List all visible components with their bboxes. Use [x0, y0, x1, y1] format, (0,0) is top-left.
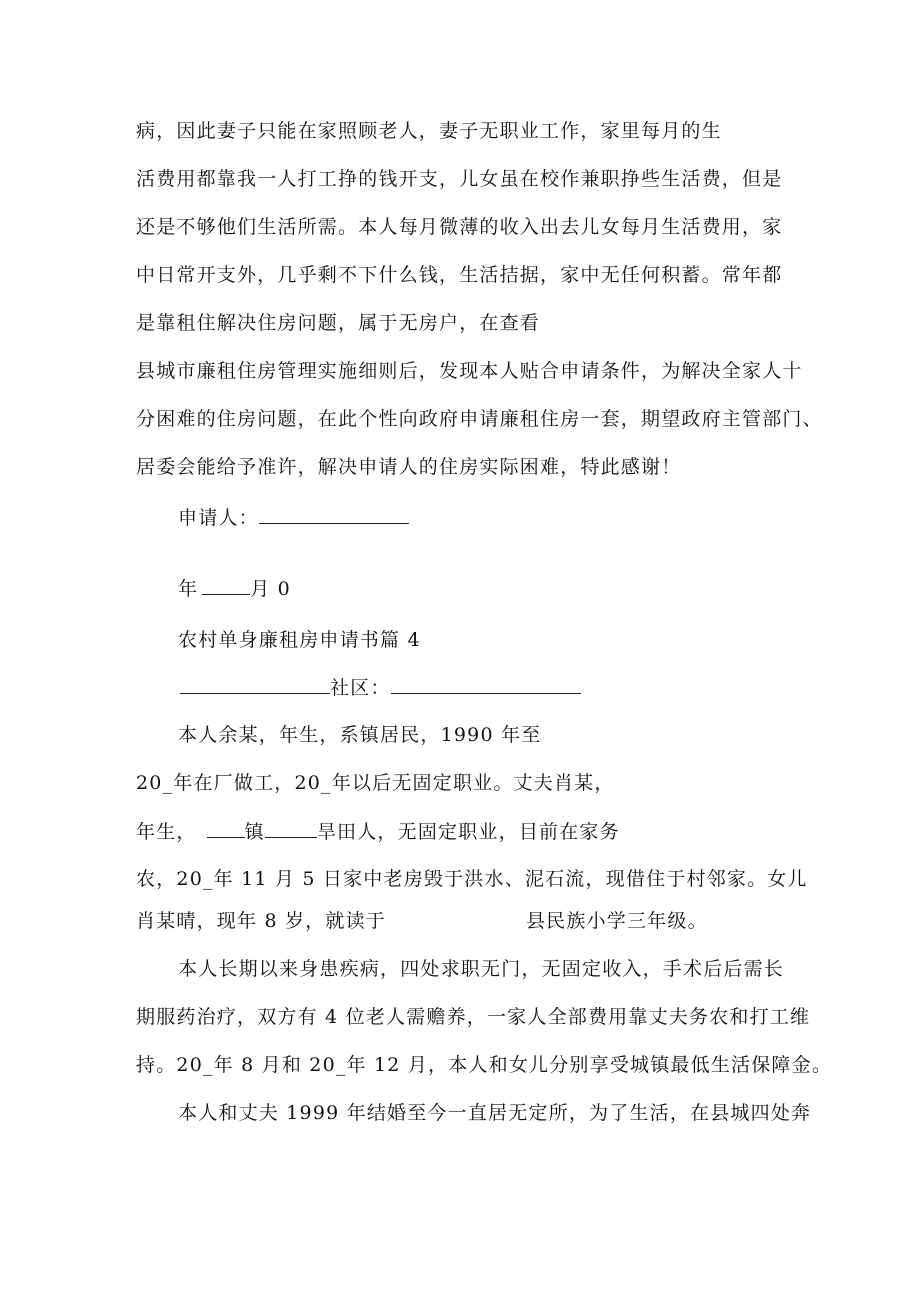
month-blank [202, 576, 250, 595]
applicant-blank [259, 505, 409, 524]
paragraph-line: 活费用都靠我一人打工挣的钱开支，儿女虽在校作兼职挣些生活费，但是 [136, 168, 783, 190]
school-line [136, 909, 708, 933]
town-blank-1 [207, 819, 245, 838]
paragraph-line: 居委会能给予准许，解决申请人的住房实际困难，特此感谢！ [136, 456, 682, 478]
paragraph-line: 农，20_年 11 月 5 日家中老房毁于洪水、泥石流，现借住于村邻家。女儿 [136, 868, 808, 890]
paragraph-line: 是靠租住解决住房问题，属于无房户，在查看 [136, 312, 541, 334]
paragraph-line: 分困难的住房问题，在此个性向政府申请廉租住房一套，期望政府主管部门、 [136, 408, 823, 430]
paragraph-line: 病，因此妻子只能在家照顾老人，妻子无职业工作，家里每月的生 [136, 120, 722, 142]
community-blank [391, 675, 581, 694]
paragraph-line: 本人和丈夫 1999 年结婚至今一直居无定所，为了生活，在县城四处奔 [178, 1102, 812, 1124]
school-text-a: 肖某晴，现年 8 岁，就读于 [136, 910, 386, 932]
community-label: 社区： [330, 677, 391, 699]
paragraph-line: 期服药治疗，双方有 4 位老人需赡养，一家人全部费用靠丈夫务农和打工维 [136, 1006, 811, 1028]
street-blank [180, 675, 330, 694]
paragraph-line: 本人长期以来身患疾病，四处求职无门，无固定收入，手术后后需长 [178, 958, 785, 980]
section-title: 农村单身廉租房申请书篇 4 [178, 629, 421, 651]
date-line [178, 576, 291, 601]
town-text-c: 旱田人，无固定职业，目前在家务 [316, 821, 620, 843]
school-text-b: 县民族小学三年级。 [525, 910, 708, 932]
town-text-b: 镇 [244, 821, 265, 843]
paragraph-line: 20_年在厂做工，20_年以后无固定职业。丈夫肖某， [136, 772, 615, 794]
community-line [180, 675, 581, 700]
date-year: 年 [178, 578, 199, 600]
applicant-label: 申请人： [178, 507, 259, 529]
town-blank-2 [265, 819, 317, 838]
paragraph-line: 本人余某，年生，系镇居民，1990 年至 [178, 724, 542, 746]
town-line [136, 819, 620, 844]
paragraph-line: 县城市廉租住房管理实施细则后，发现本人贴合申请条件，为解决全家人十 [136, 360, 803, 382]
town-text-a: 年生， [136, 821, 197, 843]
applicant-signature-line [178, 505, 409, 530]
paragraph-line: 中日常开支外，几乎剩不下什么钱，生活拮据，家中无任何积蓄。常年都 [136, 264, 783, 286]
date-month-day: 月 0 [250, 578, 291, 600]
paragraph-line: 还是不够他们生活所需。本人每月微薄的收入出去儿女每月生活费用，家 [136, 216, 783, 238]
paragraph-line: 持。20_年 8 月和 20_年 12 月，本人和女儿分别享受城镇最低生活保障金。 [136, 1054, 833, 1076]
